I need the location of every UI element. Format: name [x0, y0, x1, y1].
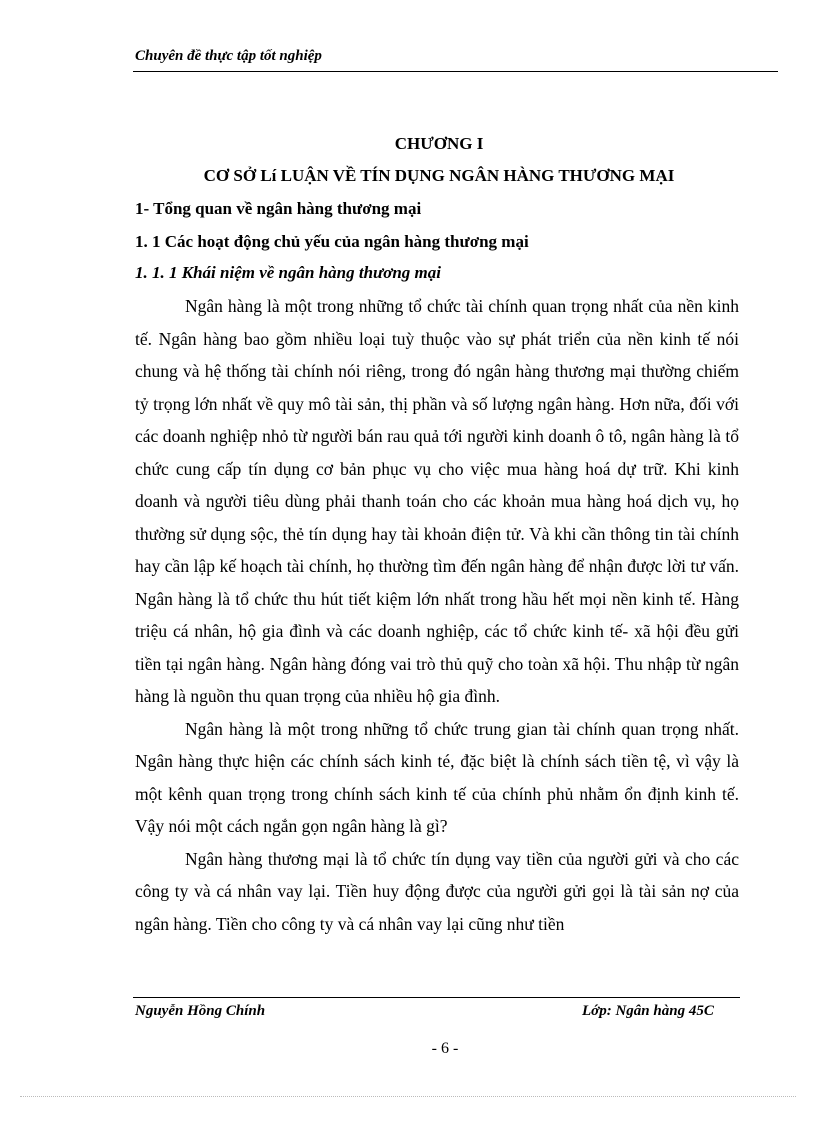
- chapter-title: CƠ SỞ Lí LUẬN VỀ TÍN DỤNG NGÂN HÀNG THƯƠNG MẠI: [203, 166, 675, 185]
- paragraph: Ngân hàng thương mại là tổ chức tín dụng vay tiền của người gửi và cho các công ty và cá nhân vay lại. Tiền huy động được của người gửi gọi là tài sản nợ của ngân hàng. Tiền cho công ty và cá nhân vay lại cũng như tiền: [135, 848, 739, 934]
- body-text: [135, 290, 739, 940]
- chapter-number: CHƯƠNG I: [394, 134, 484, 153]
- footer-author: Nguyễn Hồng Chính: [135, 1003, 266, 1019]
- header-divider: [133, 71, 778, 72]
- section-heading-1: 1- Tổng quan về ngân hàng thương mại: [135, 199, 422, 218]
- section-heading-1-1: 1. 1 Các hoạt động chủ yếu của ngân hàng thương mại: [135, 232, 529, 251]
- running-header: Chuyên đề thực tập tốt nghiệp: [135, 48, 322, 64]
- paragraph: Ngân hàng là một trong những tổ chức trung gian tài chính quan trọng nhất. Ngân hàng thực hiện các chính sách kinh té, đặc biệt là chính sách tiền tệ, vì vậy là một kênh quan trọng trong chính sách kinh tế của chính phủ nhằm ổn định kinh tế. Vậy nói một cách ngắn gọn ngân hàng là gì?: [135, 718, 739, 836]
- page-number: - 6 -: [431, 1040, 459, 1057]
- page-edge-divider: [20, 1096, 796, 1097]
- footer-divider: [133, 997, 740, 998]
- footer-class: Lớp: Ngân hàng 45C: [582, 1003, 714, 1019]
- section-heading-1-1-1: 1. 1. 1 Khái niệm về ngân hàng thương mại: [135, 263, 442, 282]
- paragraph: Ngân hàng là một trong những tổ chức tài chính quan trọng nhất của nền kinh tế. Ngân hàng bao gồm nhiều loại tuỳ thuộc vào sự phát triển của nền kinh tế nói chung và hệ thống tài chính nói riêng, trong đó ngân hàng thương mại thường chiếm tỷ trọng lớn nhất về quy mô tài sản, thị phần và số lượng ngân hàng. Hơn nữa, đối với các doanh nghiệp nhỏ từ người bán rau quả tới người kinh doanh ô tô, ngân hàng là tổ chức cung cấp tín dụng cơ bản phục vụ cho việc mua hàng hoá dự trữ. Khi kinh doanh và người tiêu dùng phải thanh toán cho các khoản mua hàng hoá dịch vụ, họ thường sử dụng sộc, thẻ tín dụng hay tài khoản điện tử. Và khi cần thông tin tài chính hay cần lập kế hoạch tài chính, họ thường tìm đến ngân hàng để nhận được lời tư vấn. Ngân hàng là tổ chức thu hút tiết kiệm lớn nhất trong hầu hết mọi nền kinh tế. Hàng triệu cá nhân, hộ gia đình và các doanh nghiệp, các tổ chức kinh tế- xã hội đều gửi tiền tại ngân hàng. Ngân hàng đóng vai trò thủ quỹ cho toàn xã hội. Thu nhập từ ngân hàng là nguồn thu quan trọng của nhiều hộ gia đình.: [135, 296, 739, 706]
